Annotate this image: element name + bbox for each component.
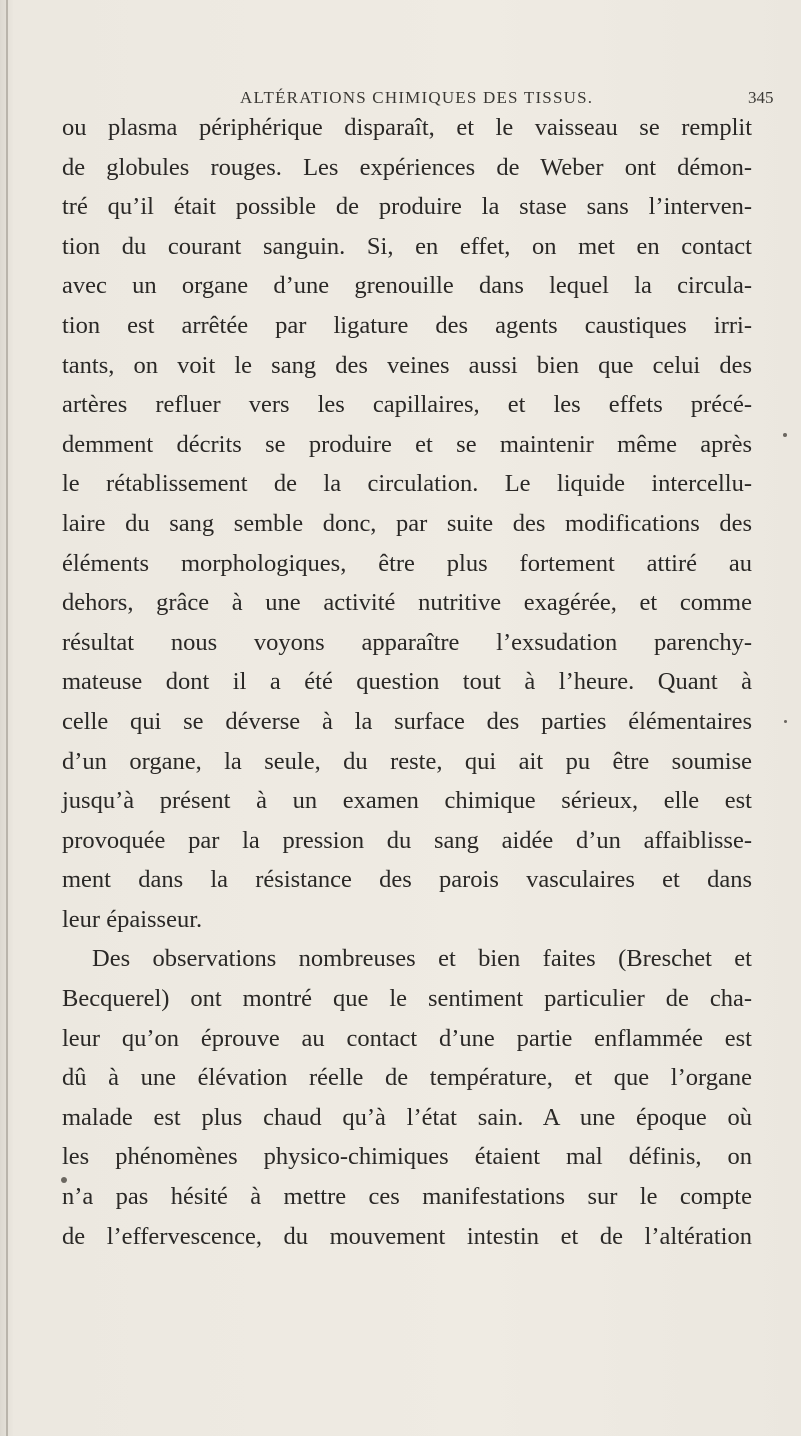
text-line: malade est plus chaud qu’à l’état sain. A une époque où (62, 1103, 752, 1131)
text-line: tants, on voit le sang des veines aussi bien que celui des (62, 351, 752, 379)
text-line: éléments morphologiques, être plus fortement attiré au (62, 549, 752, 577)
text-line: résultat nous voyons apparaître l’exsudation parenchy- (62, 628, 752, 656)
running-title: ALTÉRATIONS CHIMIQUES DES TISSUS. (240, 88, 594, 107)
paragraph-start-line: Des observations nombreuses et bien faites (Breschet et (92, 945, 752, 973)
body-text (62, 108, 752, 1256)
print-speck (784, 720, 787, 723)
text-line: celle qui se déverse à la surface des parties élémentaires (62, 707, 752, 735)
text-line: laire du sang semble donc, par suite des modifications des (62, 509, 752, 537)
text-line: Becquerel) ont montré que le sentiment particulier de cha- (62, 985, 752, 1013)
text-line: les phénomènes physico-chimiques étaient mal définis, on (62, 1143, 752, 1171)
print-speck (783, 433, 787, 437)
print-speck (61, 1177, 67, 1183)
text-line: mateuse dont il a été question tout à l’heure. Quant à (62, 668, 752, 696)
text-line: le rétablissement de la circulation. Le liquide intercellu- (62, 470, 752, 498)
text-line: d’un organe, la seule, du reste, qui ait pu être soumise (62, 747, 752, 775)
text-line: dehors, grâce à une activité nutritive exagérée, et comme (62, 589, 752, 617)
text-line: dû à une élévation réelle de température, et que l’organe (62, 1064, 752, 1092)
text-line: jusqu’à présent à un examen chimique sérieux, elle est (62, 787, 752, 815)
text-line: de globules rouges. Les expériences de Weber ont démon- (62, 153, 752, 181)
page-edge (6, 0, 8, 1436)
page-number: 345 (748, 88, 774, 107)
text-line: tion du courant sanguin. Si, en effet, on met en contact (62, 232, 752, 260)
text-line: ou plasma périphérique disparaît, et le vaisseau se remplit (62, 114, 752, 141)
text-line: provoquée par la pression du sang aidée d’un affaiblisse- (62, 826, 752, 854)
paragraph-end-line: leur épaisseur. (62, 905, 203, 933)
text-line: leur qu’on éprouve au contact d’une partie enflammée est (62, 1024, 752, 1052)
text-line: demment décrits se produire et se maintenir même après (62, 430, 752, 458)
text-line: ment dans la résistance des parois vasculaires et dans (62, 866, 752, 894)
text-line: artères refluer vers les capillaires, et les effets précé- (62, 391, 752, 419)
text-line: avec un organe d’une grenouille dans lequel la circula- (62, 272, 752, 300)
text-line: de l’effervescence, du mouvement intestin et de l’altération (62, 1222, 752, 1250)
text-line: tion est arrêtée par ligature des agents caustiques irri- (62, 311, 752, 339)
text-line: n’a pas hésité à mettre ces manifestations sur le compte (62, 1183, 752, 1211)
text-line: tré qu’il était possible de produire la stase sans l’interven- (62, 193, 752, 221)
